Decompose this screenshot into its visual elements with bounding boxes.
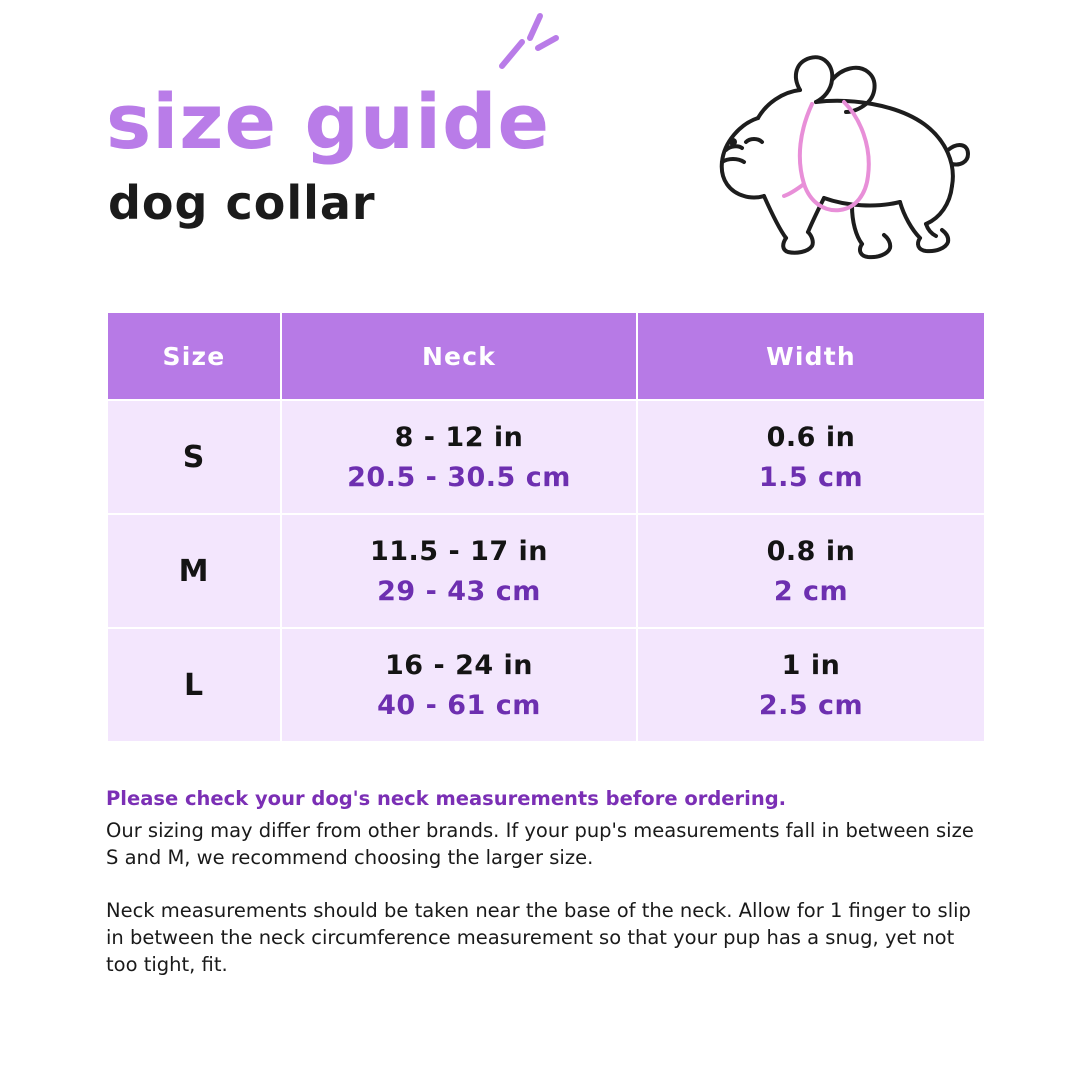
neck-inches: 11.5 - 17 in — [369, 535, 549, 567]
header — [106, 77, 666, 230]
cell-width — [638, 515, 984, 627]
cell-width — [638, 629, 984, 741]
width-inches: 0.8 in — [766, 535, 856, 567]
notes-section — [106, 786, 978, 978]
cell-size: S — [108, 401, 280, 513]
column-header-size: Size — [108, 313, 280, 399]
note-highlight: Please check your dog's neck measurements before ordering. — [106, 787, 787, 810]
neck-cm: 29 - 43 cm — [377, 575, 541, 607]
dog-with-collar-illustration — [700, 46, 980, 276]
neck-inches: 16 - 24 in — [384, 649, 534, 681]
note-spacer — [106, 872, 978, 898]
size-table-wrap — [106, 311, 974, 743]
table-row — [108, 401, 984, 513]
cell-neck — [282, 401, 636, 513]
column-header-neck: Neck — [282, 313, 636, 399]
width-cm: 2 cm — [773, 575, 849, 607]
table-row — [108, 515, 984, 627]
page-title: size guide — [106, 77, 551, 166]
cell-neck — [282, 629, 636, 741]
column-header-width: Width — [638, 313, 984, 399]
cell-size: M — [108, 515, 280, 627]
width-cm: 2.5 cm — [758, 689, 864, 721]
cell-neck — [282, 515, 636, 627]
neck-cm: 40 - 61 cm — [377, 689, 541, 721]
note-paragraph-2: Neck measurements should be taken near the base of the neck. Allow for 1 finger to slip in between the neck circumference measurement so that your pup has a snug, yet not too tight, fit. — [106, 898, 971, 976]
table-row — [108, 629, 984, 741]
cell-width — [638, 401, 984, 513]
cell-size: L — [108, 629, 280, 741]
width-inches: 0.6 in — [766, 421, 856, 453]
width-inches: 1 in — [781, 649, 841, 681]
neck-inches: 8 - 12 in — [394, 421, 524, 453]
page-subtitle: dog collar — [108, 176, 376, 230]
table-header-row — [108, 313, 984, 399]
sparkle-icon — [492, 8, 562, 78]
neck-cm: 20.5 - 30.5 cm — [347, 461, 571, 493]
size-table — [106, 311, 986, 743]
note-paragraph-1: Our sizing may differ from other brands. If your pup's measurements fall in between size S and M, we recommend choosing the larger size. — [106, 818, 974, 869]
width-cm: 1.5 cm — [758, 461, 864, 493]
